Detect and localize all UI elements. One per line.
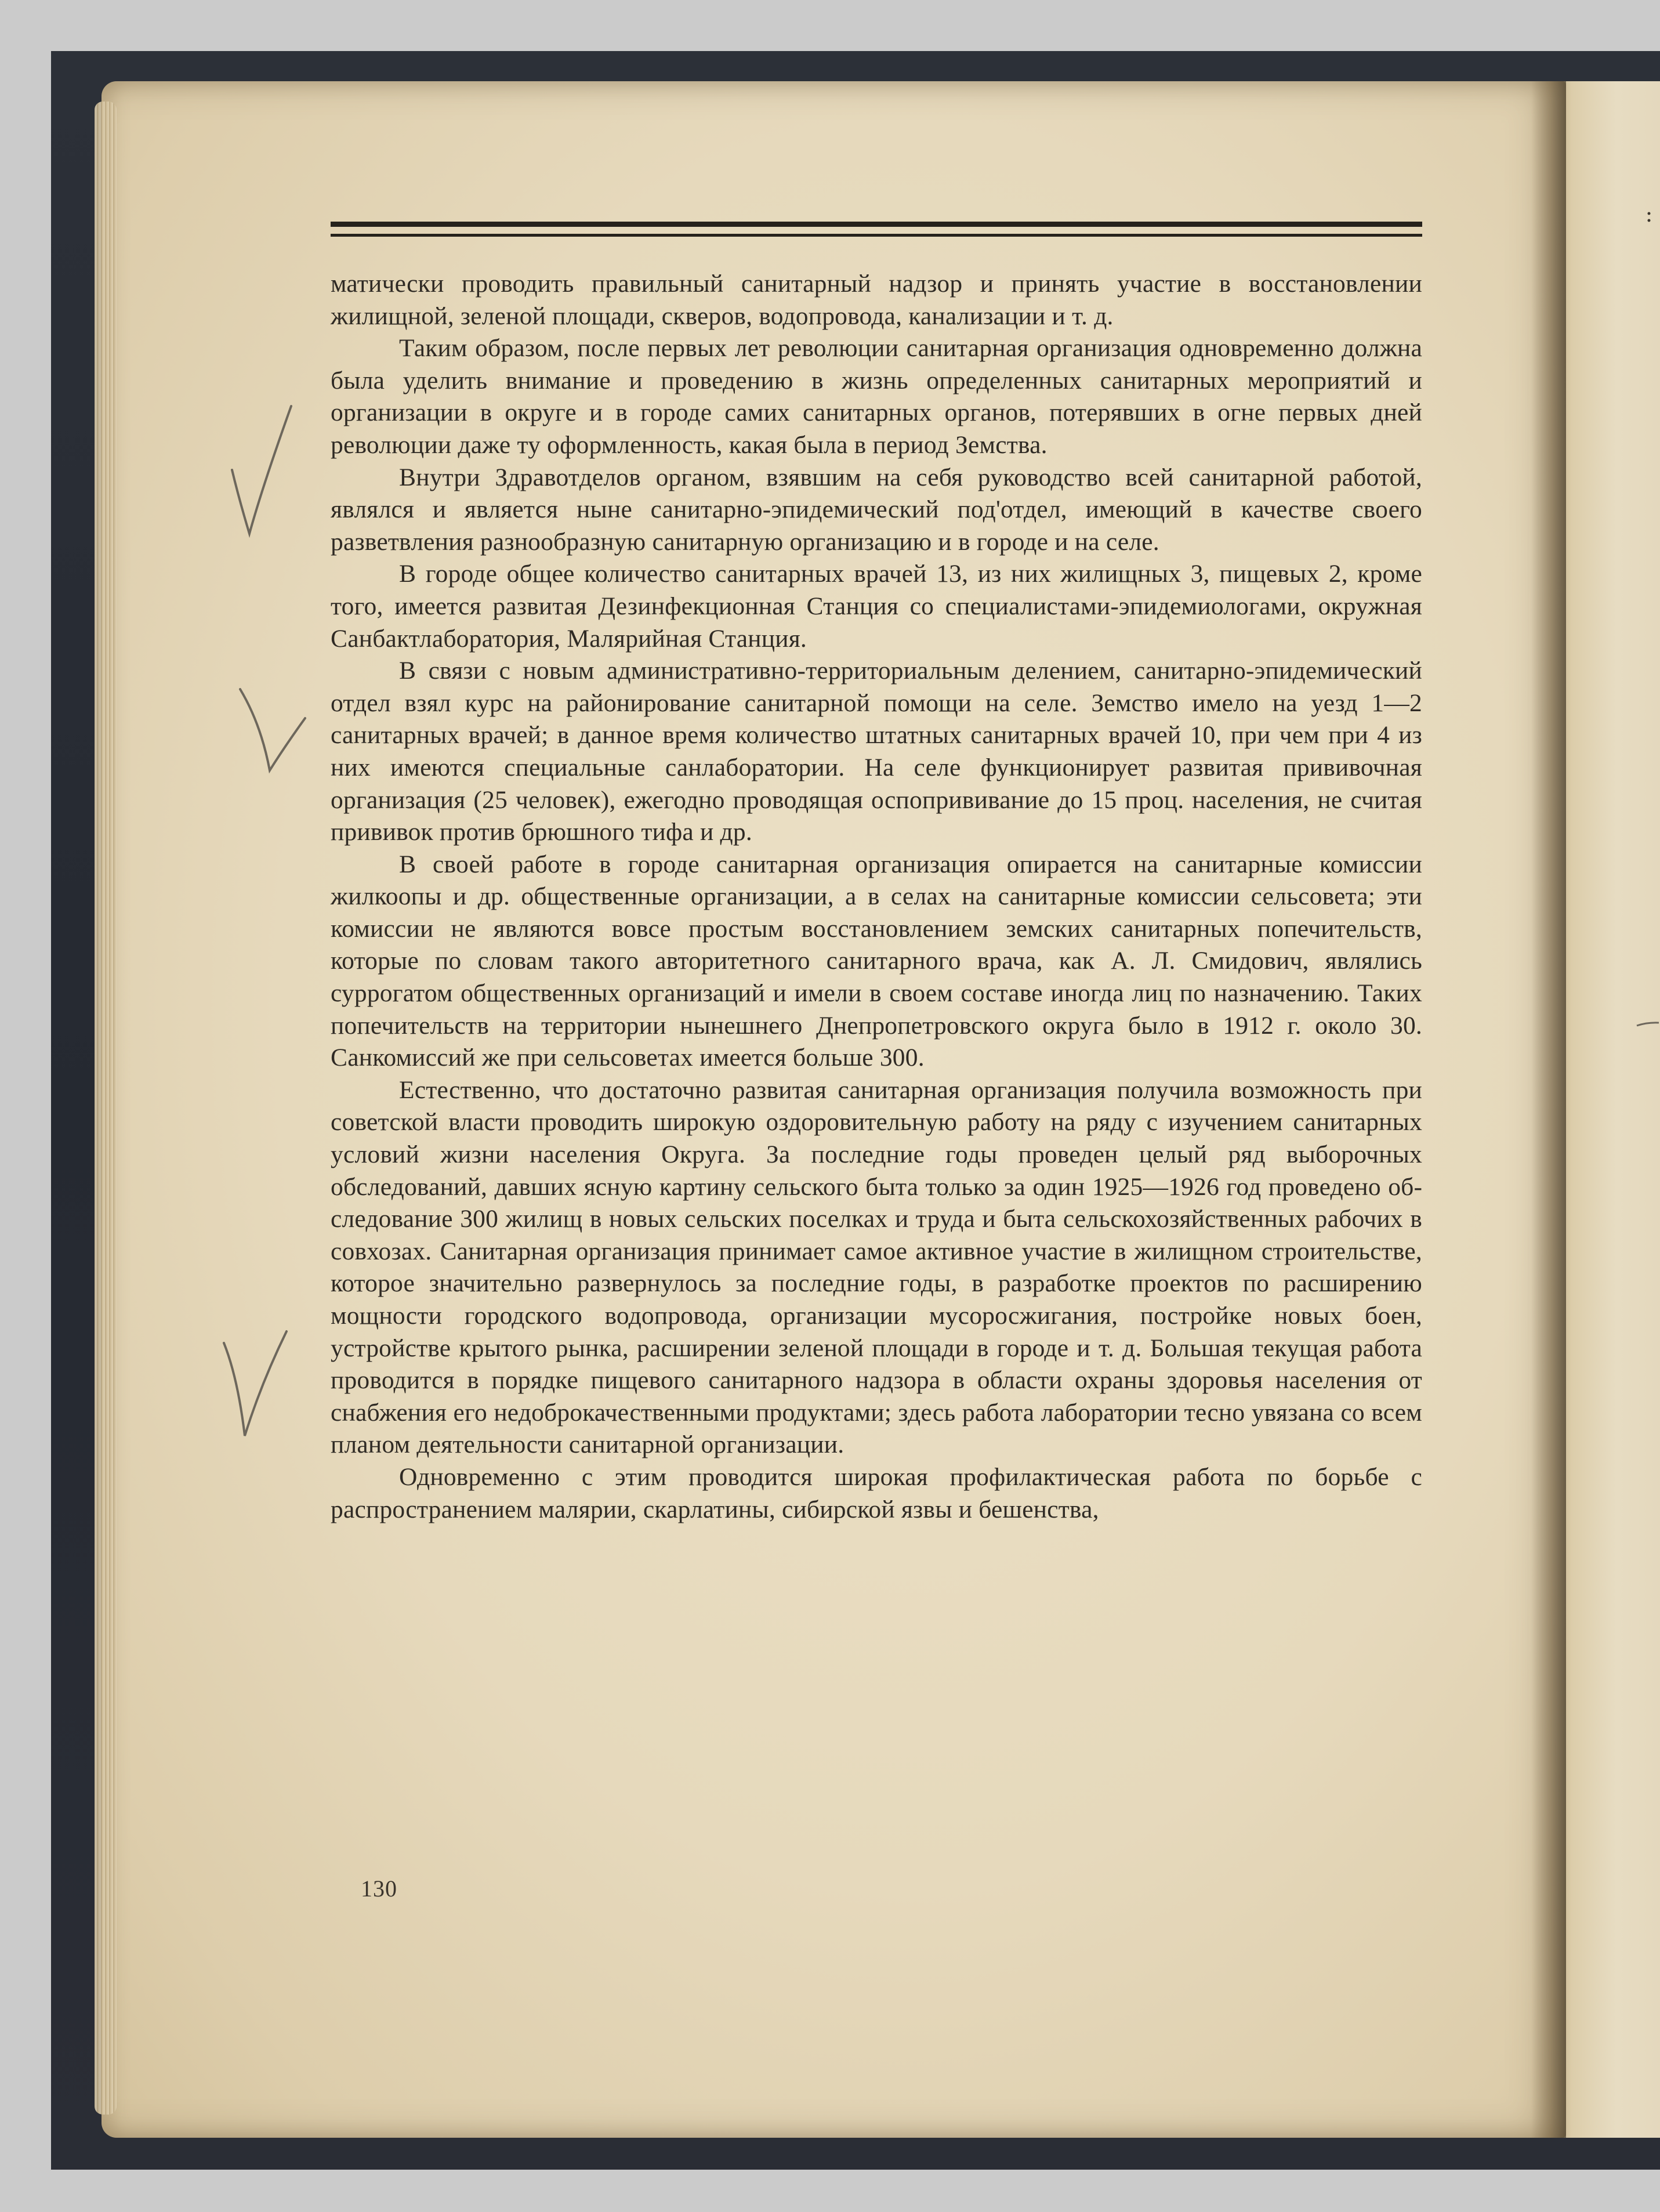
header-rule-thick [331, 222, 1422, 227]
page-gutter-shadow [1531, 81, 1566, 2138]
paragraph-3: Внутри Здравотделов органом, взявшим на себя руководство всей санитарной работой, являлся и является ныне санитарно-эпидемический под'отдел, имеющий в качестве своего разветвления разнообразную санитарную организацию и в городе и на селе. [331, 463, 1422, 556]
paragraph-8: Одновременно с этим проводится широкая профилактическая работа по борьбе с распространением малярии, скарлатины, сибирской язвы и бешенства, [331, 1462, 1422, 1523]
paragraph-7: Естественно, что достаточно развитая санитарная организация получила возможность при советской власти проводить широкую оздоровительную работу на ряду с изучением санитарных условий жизни населения Округа. За последние годы проведен целый ряд выборочных обследований, давших ясную картину сельского быта только за один 1925—1926 год проведено обследование 300 жилищ в новых сельских поселках и труда и быта сельскохозяйственных рабочих в совхозах. Санитарная организация принимает самое активное участие в жилищном строительстве, которое значительно развернулось за последние годы, в разработке проектов по расширению мощности городского водопровода, организации мусоросжигания, постройке новых боен, устройстве крытого рынка, расширении зеленой площади в городе и т. д. Большая текущая работа проводится в порядке пищевого санитарного надзора в области охраны здоровья населения от снабжения его недоброкачественными продуктами; здесь работа лаборатории тесно увязана со всем планом деятельности санитарной организации. [331, 1076, 1422, 1459]
pencil-checkmark-icon [227, 400, 297, 540]
facing-page-tick-icon [1636, 1021, 1660, 1027]
paragraph-2: Таким образом, после первых лет революции санитарная организация одновременно должна была уделить внимание и проведению в жизнь определенных санитарных мероприятий и организации в округе и в городе самих санитарных органов, потерявших в огне первых дней революции даже ту оформленность, какая была в период Земства. [331, 334, 1422, 459]
page-text [331, 268, 1422, 1526]
paragraph-4: В городе общее количество санитарных врачей 13, из них жилищных 3, пищевых 2, кроме того, имеется развитая Дезинфекционная Станция со специалистами-эпидемиологами, окружная Санбактлаборатория, Малярийная Станция. [331, 560, 1422, 653]
page-edges [95, 102, 117, 2115]
paragraph-1: матически проводить правильный санитарный надзор и принять участие в восстановлении жилищной, зеленой площади, скверов, водопровода, канализации и т. д. [331, 270, 1422, 330]
page-number: 130 [361, 1876, 397, 1902]
pencil-checkmark-icon [220, 1326, 290, 1447]
pencil-checkmark-icon [238, 683, 307, 782]
stray-mark-icon [1646, 209, 1652, 226]
paragraph-5: В связи с новым административно-территориальным делением, санитарно-эпидемический отдел взял курс на районирование санитарной помощи на селе. Земство имело на уезд 1—2 санитарных врачей; в данное время количество штатных санитарных врачей 10, при чем при 4 из них имеются специальные санлаборатории. На селе функционирует развитая прививочная организация (25 человек), ежегодно проводящая оспопрививание до 15 проц. населения, не считая прививок против брюшного тифа и др. [331, 657, 1422, 846]
facing-page-edge [1550, 81, 1660, 2138]
paragraph-6: В своей работе в городе санитарная организация опирается на санитарные комиссии жилкоопы и др. общественные организации, а в селах на санитарные комиссии сельсовета; эти комиссии не являются вовсе простым восстановлением земских санитарных попечительств, которые по словам такого авторитетного санитарного врача, как А. Л. Смидович, являлись суррогатом общественных организаций и имели в своем составе иногда лиц по назначению. Таких попечительств на территории нынешнего Днепропетровского округа было в 1912 г. около 30. Санкомиссий же при сельсоветах имеется больше 300. [331, 850, 1422, 1072]
header-rule-thin [331, 234, 1422, 237]
